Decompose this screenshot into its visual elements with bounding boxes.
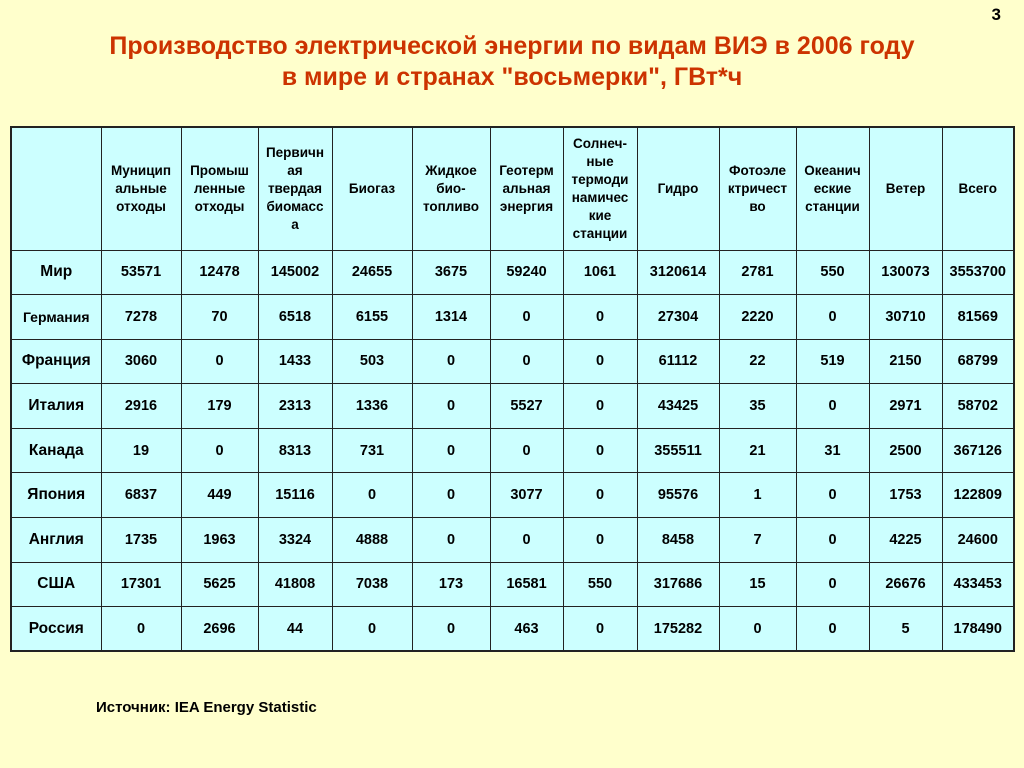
table-row xyxy=(11,518,1014,563)
table-cell: 70 xyxy=(181,295,258,340)
table-cell: 43425 xyxy=(637,384,719,429)
table-cell: 0 xyxy=(563,339,637,384)
row-header-france: Франция xyxy=(11,339,101,384)
table-cell: 2916 xyxy=(101,384,181,429)
table-cell: 4888 xyxy=(332,518,412,563)
table-cell: 1061 xyxy=(563,250,637,295)
table-cell: 3060 xyxy=(101,339,181,384)
table-cell: 1963 xyxy=(181,518,258,563)
table-cell-total: 122809 xyxy=(942,473,1014,518)
column-header-solid-biomass: Первичная твердая биомасса xyxy=(258,127,332,250)
table-cell: 0 xyxy=(796,384,869,429)
table-cell: 26676 xyxy=(869,562,942,607)
table-cell: 0 xyxy=(412,473,490,518)
table-cell: 35 xyxy=(719,384,796,429)
table-row xyxy=(11,428,1014,473)
corner-cell xyxy=(11,127,101,250)
table-cell: 21 xyxy=(719,428,796,473)
table-cell: 53571 xyxy=(101,250,181,295)
table-cell: 3077 xyxy=(490,473,563,518)
table-cell: 463 xyxy=(490,607,563,652)
table-cell: 731 xyxy=(332,428,412,473)
table-cell: 0 xyxy=(719,607,796,652)
table-cell: 173 xyxy=(412,562,490,607)
row-header-japan: Япония xyxy=(11,473,101,518)
table-cell: 1336 xyxy=(332,384,412,429)
column-header-ocean: Океанические станции xyxy=(796,127,869,250)
table-cell-total: 68799 xyxy=(942,339,1014,384)
energy-table xyxy=(10,126,1015,652)
row-header-italy: Италия xyxy=(11,384,101,429)
table-cell: 0 xyxy=(796,295,869,340)
table-row xyxy=(11,607,1014,652)
column-header-municipal-waste: Муниципальные отходы xyxy=(101,127,181,250)
table-cell-total: 178490 xyxy=(942,607,1014,652)
table-cell: 0 xyxy=(563,473,637,518)
column-header-geothermal: Геотермальная энергия xyxy=(490,127,563,250)
column-header-photovoltaic: Фотоэлектричество xyxy=(719,127,796,250)
table-cell: 0 xyxy=(412,339,490,384)
table-cell: 0 xyxy=(796,473,869,518)
column-header-wind: Ветер xyxy=(869,127,942,250)
table-cell: 0 xyxy=(412,607,490,652)
column-header-biogas: Биогаз xyxy=(332,127,412,250)
column-header-hydro: Гидро xyxy=(637,127,719,250)
table-cell: 0 xyxy=(796,562,869,607)
table-cell: 317686 xyxy=(637,562,719,607)
table-cell: 0 xyxy=(490,428,563,473)
table-row xyxy=(11,295,1014,340)
table-cell: 0 xyxy=(563,607,637,652)
table-row xyxy=(11,562,1014,607)
table-cell: 0 xyxy=(796,607,869,652)
column-header-liquid-biofuel: Жидкое био-топливо xyxy=(412,127,490,250)
table-cell: 16581 xyxy=(490,562,563,607)
table-cell: 5625 xyxy=(181,562,258,607)
column-header-industrial-waste: Промышленные отходы xyxy=(181,127,258,250)
table-cell: 7278 xyxy=(101,295,181,340)
table-cell: 145002 xyxy=(258,250,332,295)
table-cell: 3324 xyxy=(258,518,332,563)
table-cell: 0 xyxy=(332,607,412,652)
table-cell-total: 433453 xyxy=(942,562,1014,607)
table-cell-total: 3553700 xyxy=(942,250,1014,295)
table-cell: 1 xyxy=(719,473,796,518)
table-cell: 2220 xyxy=(719,295,796,340)
table-cell-total: 58702 xyxy=(942,384,1014,429)
table-cell: 15 xyxy=(719,562,796,607)
table-cell: 22 xyxy=(719,339,796,384)
table-cell: 0 xyxy=(412,428,490,473)
table-cell: 2696 xyxy=(181,607,258,652)
table-cell: 519 xyxy=(796,339,869,384)
table-cell: 7038 xyxy=(332,562,412,607)
table-cell: 8458 xyxy=(637,518,719,563)
table-cell: 4225 xyxy=(869,518,942,563)
table-cell: 130073 xyxy=(869,250,942,295)
table-row xyxy=(11,339,1014,384)
table-cell: 12478 xyxy=(181,250,258,295)
table-cell: 0 xyxy=(490,339,563,384)
table-cell: 179 xyxy=(181,384,258,429)
title-line-2: в мире и странах "восьмерки", ГВт*ч xyxy=(281,63,743,91)
table-cell: 1314 xyxy=(412,295,490,340)
row-header-usa: США xyxy=(11,562,101,607)
table-cell: 95576 xyxy=(637,473,719,518)
table-cell: 175282 xyxy=(637,607,719,652)
table-cell: 0 xyxy=(796,518,869,563)
table-cell: 0 xyxy=(101,607,181,652)
row-header-russia: Россия xyxy=(11,607,101,652)
table-cell: 0 xyxy=(181,428,258,473)
table-cell: 2781 xyxy=(719,250,796,295)
table-cell: 2150 xyxy=(869,339,942,384)
table-cell: 0 xyxy=(563,518,637,563)
table-cell: 0 xyxy=(412,384,490,429)
table-cell: 6518 xyxy=(258,295,332,340)
table-cell: 3120614 xyxy=(637,250,719,295)
table-cell: 30710 xyxy=(869,295,942,340)
row-header-canada: Канада xyxy=(11,428,101,473)
table-cell: 0 xyxy=(490,295,563,340)
table-cell: 3675 xyxy=(412,250,490,295)
table-cell: 550 xyxy=(796,250,869,295)
table-cell: 5 xyxy=(869,607,942,652)
table-cell: 8313 xyxy=(258,428,332,473)
header-row xyxy=(11,127,1014,250)
table-cell: 24655 xyxy=(332,250,412,295)
column-header-total: Всего xyxy=(942,127,1014,250)
table-row xyxy=(11,384,1014,429)
table-cell: 27304 xyxy=(637,295,719,340)
table-cell: 7 xyxy=(719,518,796,563)
table-row xyxy=(11,473,1014,518)
title-line-1: Производство электрической энергии по видам ВИЭ в 2006 году xyxy=(109,32,915,60)
table-cell: 0 xyxy=(490,518,563,563)
row-header-germany: Германия xyxy=(11,295,101,340)
table-cell-total: 24600 xyxy=(942,518,1014,563)
table-cell: 355511 xyxy=(637,428,719,473)
table-cell: 6837 xyxy=(101,473,181,518)
table-cell: 0 xyxy=(332,473,412,518)
table-cell: 0 xyxy=(181,339,258,384)
table-cell: 15116 xyxy=(258,473,332,518)
table-cell: 0 xyxy=(563,295,637,340)
table-cell: 61112 xyxy=(637,339,719,384)
table-cell: 0 xyxy=(563,428,637,473)
table-cell: 503 xyxy=(332,339,412,384)
row-header-england: Англия xyxy=(11,518,101,563)
table-cell: 19 xyxy=(101,428,181,473)
table-cell: 31 xyxy=(796,428,869,473)
table-cell-total: 367126 xyxy=(942,428,1014,473)
source-note: Источник: IEA Energy Statistic xyxy=(96,699,317,716)
table-cell: 0 xyxy=(563,384,637,429)
table-cell: 1735 xyxy=(101,518,181,563)
slide-title xyxy=(0,31,1024,93)
table-cell: 59240 xyxy=(490,250,563,295)
table-cell: 1433 xyxy=(258,339,332,384)
table-cell: 449 xyxy=(181,473,258,518)
column-header-solar-thermal: Солнеч-ные термодинамические станции xyxy=(563,127,637,250)
table-cell: 550 xyxy=(563,562,637,607)
table-cell: 44 xyxy=(258,607,332,652)
table-cell: 2971 xyxy=(869,384,942,429)
table-cell: 2313 xyxy=(258,384,332,429)
slide-number: 3 xyxy=(991,5,1001,24)
table-cell: 2500 xyxy=(869,428,942,473)
row-header-world: Мир xyxy=(11,250,101,295)
table-cell: 41808 xyxy=(258,562,332,607)
table-cell: 17301 xyxy=(101,562,181,607)
table-cell: 0 xyxy=(412,518,490,563)
table-cell: 6155 xyxy=(332,295,412,340)
table-row xyxy=(11,250,1014,295)
table-cell-total: 81569 xyxy=(942,295,1014,340)
table-cell: 1753 xyxy=(869,473,942,518)
table-cell: 5527 xyxy=(490,384,563,429)
